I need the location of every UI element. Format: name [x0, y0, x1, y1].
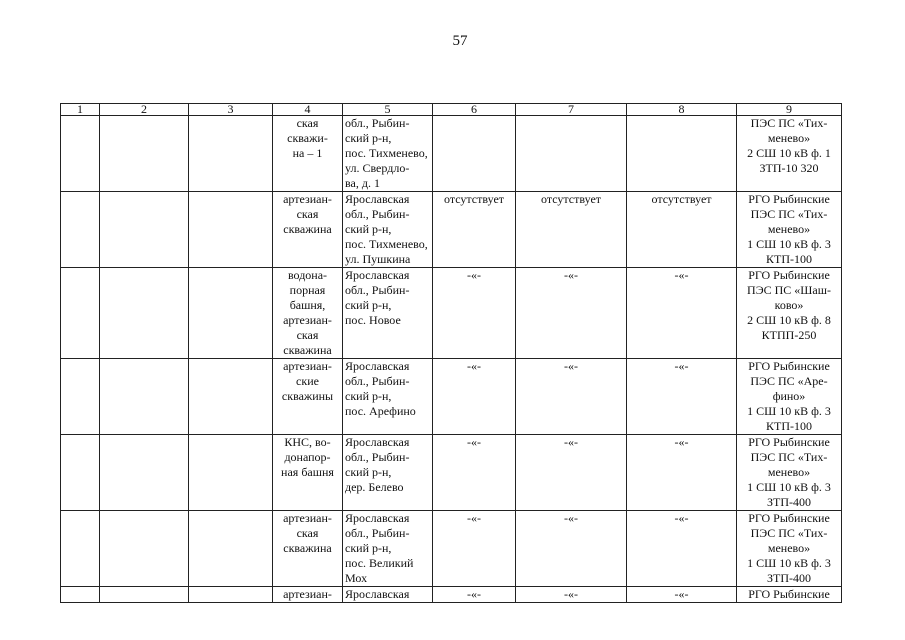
- cell-col6: -«-: [433, 587, 516, 603]
- cell-line: скважина: [283, 541, 332, 555]
- cell-line: КТП-100: [766, 252, 812, 266]
- cell-col7: -«-: [516, 268, 627, 359]
- cell-col8: -«-: [627, 587, 737, 603]
- cell-line: ПЭС ПС «Тих-: [750, 450, 828, 464]
- cell-line: ский р-н,: [345, 222, 392, 236]
- cell-line: Ярославская: [345, 268, 410, 282]
- empty-cell-col3: [189, 587, 273, 603]
- cell-line: ва, д. 1: [345, 176, 380, 190]
- cell-line: ский р-н,: [345, 298, 392, 312]
- cell-col7: отсутствует: [516, 192, 627, 268]
- cell-col7: -«-: [516, 587, 627, 603]
- empty-cell-col1: [61, 587, 100, 603]
- cell-line: ЗТП-400: [766, 571, 811, 585]
- cell-col9: [737, 359, 842, 435]
- cell-line: обл., Рыбин-: [345, 450, 410, 464]
- table-row: [61, 587, 842, 603]
- cell-line: менево»: [767, 222, 811, 236]
- cell-line: обл., Рыбин-: [345, 283, 410, 297]
- cell-line: КТП-100: [766, 419, 812, 433]
- empty-cell-col1: [61, 192, 100, 268]
- empty-cell-col1: [61, 116, 100, 192]
- table-row: [61, 359, 842, 435]
- cell-line: 1 СШ 10 кВ ф. 3: [747, 480, 831, 494]
- cell-col8: -«-: [627, 268, 737, 359]
- cell-col8: -«-: [627, 511, 737, 587]
- cell-col9: [737, 116, 842, 192]
- cell-line: 1 СШ 10 кВ ф. 3: [747, 556, 831, 570]
- cell-line: КНС, во-: [284, 435, 331, 449]
- cell-col9: [737, 511, 842, 587]
- cell-col9: [737, 268, 842, 359]
- empty-cell-col3: [189, 116, 273, 192]
- cell-line: пос. Новое: [345, 313, 401, 327]
- cell-line: скважины: [281, 389, 334, 403]
- cell-col9: [737, 435, 842, 511]
- empty-cell-col2: [100, 192, 189, 268]
- cell-line: менево»: [767, 541, 811, 555]
- cell-line: ПЭС ПС «Тих-: [750, 116, 828, 130]
- cell-line: пос. Великий: [345, 556, 414, 570]
- cell-col6: -«-: [433, 511, 516, 587]
- cell-col5: [343, 268, 433, 359]
- cell-line: ский р-н,: [345, 465, 392, 479]
- cell-line: КТПП-250: [761, 328, 817, 342]
- cell-col4: [273, 435, 343, 511]
- empty-cell-col1: [61, 359, 100, 435]
- cell-col4: [273, 359, 343, 435]
- cell-line: РГО Рыбинские: [748, 435, 830, 449]
- cell-line: менево»: [767, 131, 811, 145]
- empty-cell-col3: [189, 511, 273, 587]
- table-row: [61, 192, 842, 268]
- cell-line: ПЭС ПС «Тих-: [750, 207, 828, 221]
- cell-line: ский р-н,: [345, 389, 392, 403]
- header-cell-1: 1: [61, 104, 100, 116]
- cell-col6: -«-: [433, 268, 516, 359]
- cell-col9: [737, 192, 842, 268]
- cell-line: ский р-н,: [345, 131, 392, 145]
- cell-col5: [343, 359, 433, 435]
- cell-line: Ярославская: [345, 511, 410, 525]
- cell-line: пос. Тихменево,: [345, 237, 428, 251]
- cell-line: Ярославская: [345, 359, 410, 373]
- header-cell-4: 4: [273, 104, 343, 116]
- empty-cell-col1: [61, 435, 100, 511]
- cell-line: Ярославская: [345, 192, 410, 206]
- cell-col7: -«-: [516, 435, 627, 511]
- header-cell-5: 5: [343, 104, 433, 116]
- cell-col7: [516, 116, 627, 192]
- cell-line: 1 СШ 10 кВ ф. 3: [747, 404, 831, 418]
- cell-line: Ярославская: [345, 587, 410, 601]
- cell-col7: -«-: [516, 511, 627, 587]
- cell-col6: -«-: [433, 359, 516, 435]
- cell-line: артезиан-: [283, 511, 332, 525]
- empty-cell-col1: [61, 268, 100, 359]
- header-cell-6: 6: [433, 104, 516, 116]
- cell-col5: [343, 587, 433, 603]
- cell-col4: [273, 192, 343, 268]
- cell-col8: отсутствует: [627, 192, 737, 268]
- header-row: [61, 104, 842, 116]
- cell-line: РГО Рыбинские: [748, 192, 830, 206]
- cell-line: ная башня: [281, 465, 334, 479]
- cell-col5: [343, 511, 433, 587]
- cell-col6: [433, 116, 516, 192]
- cell-line: РГО Рыбинские: [748, 511, 830, 525]
- cell-line: дер. Белево: [345, 480, 404, 494]
- document-table: [60, 103, 842, 603]
- cell-line: ская: [296, 526, 319, 540]
- cell-col5: [343, 435, 433, 511]
- cell-line: 2 СШ 10 кВ ф. 8: [747, 313, 831, 327]
- table-body: [61, 104, 842, 603]
- cell-line: РГО Рыбинские: [748, 587, 830, 601]
- empty-cell-col3: [189, 268, 273, 359]
- empty-cell-col2: [100, 511, 189, 587]
- cell-line: ково»: [774, 298, 804, 312]
- empty-cell-col3: [189, 192, 273, 268]
- cell-col4: [273, 587, 343, 603]
- cell-line: артезиан-: [283, 587, 332, 601]
- cell-line: ПЭС ПС «Шаш-: [747, 283, 831, 297]
- cell-line: башня,: [289, 298, 326, 312]
- cell-line: обл., Рыбин-: [345, 207, 410, 221]
- cell-line: обл., Рыбин-: [345, 116, 410, 130]
- cell-col4: [273, 116, 343, 192]
- cell-line: 1 СШ 10 кВ ф. 3: [747, 237, 831, 251]
- cell-col4: [273, 268, 343, 359]
- cell-line: донапор-: [284, 450, 331, 464]
- empty-cell-col1: [61, 511, 100, 587]
- cell-line: ская: [296, 328, 319, 342]
- cell-line: ская: [296, 207, 319, 221]
- cell-col5: [343, 192, 433, 268]
- cell-line: ский р-н,: [345, 541, 392, 555]
- cell-line: Ярославская: [345, 435, 410, 449]
- empty-cell-col2: [100, 116, 189, 192]
- cell-col6: -«-: [433, 435, 516, 511]
- cell-line: скважина: [283, 222, 332, 236]
- cell-col7: -«-: [516, 359, 627, 435]
- cell-line: фино»: [772, 389, 806, 403]
- table-row: [61, 116, 842, 192]
- header-cell-7: 7: [516, 104, 627, 116]
- table-row: [61, 268, 842, 359]
- cell-line: обл., Рыбин-: [345, 526, 410, 540]
- empty-cell-col3: [189, 435, 273, 511]
- cell-col8: [627, 116, 737, 192]
- cell-line: порная: [289, 283, 326, 297]
- table-row: [61, 511, 842, 587]
- header-cell-3: 3: [189, 104, 273, 116]
- cell-line: скважи-: [287, 131, 328, 145]
- cell-col4: [273, 511, 343, 587]
- cell-line: на – 1: [292, 146, 323, 160]
- empty-cell-col2: [100, 359, 189, 435]
- cell-line: ские: [296, 374, 319, 388]
- header-cell-2: 2: [100, 104, 189, 116]
- empty-cell-col2: [100, 587, 189, 603]
- page-number: 57: [452, 33, 468, 49]
- cell-line: ЗТП-10 320: [759, 161, 819, 175]
- header-cell-9: 9: [737, 104, 842, 116]
- cell-line: скважина: [283, 343, 332, 357]
- cell-line: артезиан-: [283, 313, 332, 327]
- cell-line: РГО Рыбинские: [748, 359, 830, 373]
- cell-line: ЗТП-400: [766, 495, 811, 509]
- cell-line: ПЭС ПС «Аре-: [750, 374, 828, 388]
- cell-line: пос. Арефино: [345, 404, 416, 418]
- cell-line: 2 СШ 10 кВ ф. 1: [747, 146, 831, 160]
- cell-line: РГО Рыбинские: [748, 268, 830, 282]
- cell-line: артезиан-: [283, 359, 332, 373]
- cell-line: ПЭС ПС «Тих-: [750, 526, 828, 540]
- empty-cell-col3: [189, 359, 273, 435]
- cell-line: пос. Тихменево,: [345, 146, 428, 160]
- cell-line: обл., Рыбин-: [345, 374, 410, 388]
- cell-col9: [737, 587, 842, 603]
- table-row: [61, 435, 842, 511]
- cell-line: Мох: [345, 571, 368, 585]
- cell-line: артезиан-: [283, 192, 332, 206]
- cell-line: менево»: [767, 465, 811, 479]
- cell-col6: отсутствует: [433, 192, 516, 268]
- cell-line: ул. Пушкина: [345, 252, 411, 266]
- cell-line: ская: [296, 116, 319, 130]
- cell-col5: [343, 116, 433, 192]
- header-cell-8: 8: [627, 104, 737, 116]
- empty-cell-col2: [100, 268, 189, 359]
- empty-cell-col2: [100, 435, 189, 511]
- cell-line: ул. Свердло-: [345, 161, 410, 175]
- cell-line: водона-: [287, 268, 328, 282]
- cell-col8: -«-: [627, 359, 737, 435]
- cell-col8: -«-: [627, 435, 737, 511]
